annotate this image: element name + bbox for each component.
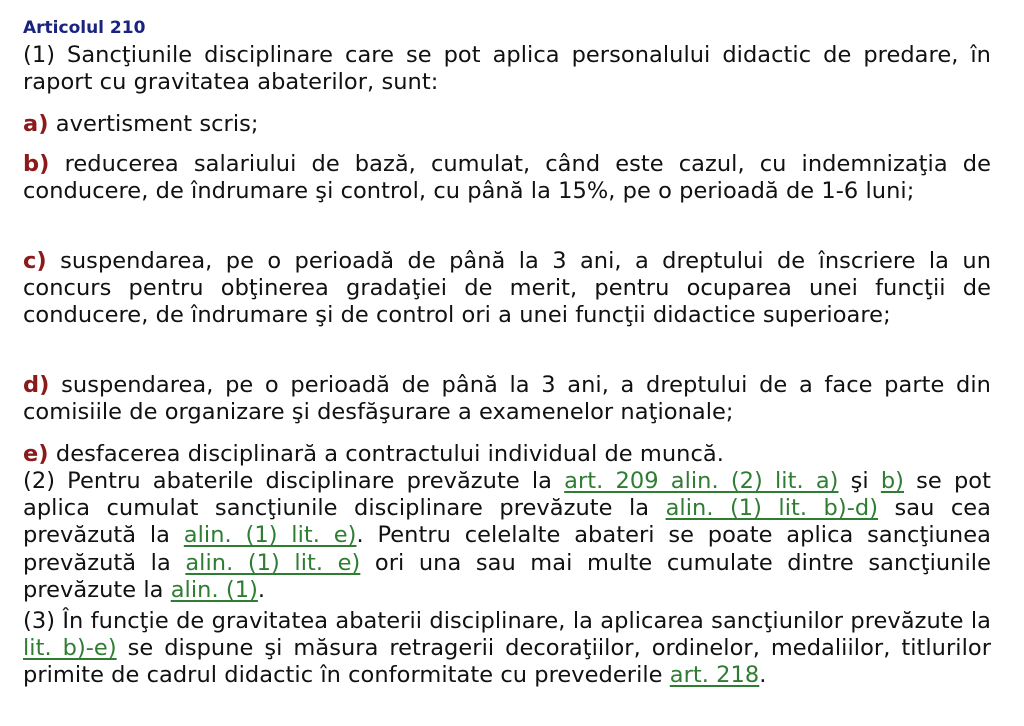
item-c-label: c) bbox=[23, 248, 47, 274]
item-a bbox=[23, 111, 991, 138]
link-alin-1-lit-e-second[interactable]: alin. (1) lit. e) bbox=[185, 549, 361, 576]
item-d bbox=[23, 372, 991, 426]
par2-text-6: ori una sau mai multe cumulate dintre sancţiunile prevăzute la bbox=[23, 549, 991, 603]
item-b-label: b) bbox=[23, 151, 50, 177]
item-e-label: e) bbox=[23, 441, 49, 467]
link-alin-1[interactable]: alin. (1) bbox=[170, 576, 258, 603]
par2-text-5: . Pentru celelalte abateri se poate aplica sancţiunea prevăzută la bbox=[23, 522, 991, 576]
item-a-text: avertisment scris; bbox=[48, 111, 259, 137]
item-e bbox=[23, 441, 991, 468]
item-c-text: suspendarea, pe o perioadă de până la 3 ani, a dreptului de înscriere la un concurs pentru obţinerea gradaţiei de merit, pentru ocuparea unei funcţii de conducere, de îndrumare şi de control ori a unei funcţii didactice superioare; bbox=[23, 248, 991, 329]
link-lit-b[interactable]: b) bbox=[880, 468, 905, 494]
link-alin-1-lit-b-d[interactable]: alin. (1) lit. b)-d) bbox=[665, 495, 879, 522]
item-e-text: desfacerea disciplinară a contractului individual de muncă. bbox=[48, 441, 724, 467]
item-b bbox=[23, 151, 991, 205]
par2-text-1: (2) Pentru abaterile disciplinare prevăzute la bbox=[23, 468, 565, 494]
item-b-text: reducerea salariului de bază, cumulat, când este cazul, cu indemnizaţia de conducere, de îndrumare şi control, cu până la 15%, pe o perioadă de 1-6 luni; bbox=[23, 151, 991, 205]
par3-text-3: . bbox=[759, 662, 767, 689]
par2-text-4: sau cea prevăzută la bbox=[23, 495, 991, 549]
par2-text-2: şi bbox=[838, 468, 881, 494]
par3-text-2: se dispune şi măsura retragerii decoraţiilor, ordinelor, medaliilor, titlurilor primite de cadrul didactic în conformitate cu prevederile bbox=[23, 635, 991, 689]
item-c bbox=[23, 248, 991, 330]
paragraph-1: (1) Sancţiunile disciplinare care se pot aplica personalului didactic de predare, în raport cu gravitatea abaterilor, sunt: bbox=[23, 42, 991, 96]
item-d-text: suspendarea, pe o perioadă de până la 3 ani, a dreptului de a face parte din comisiile de organizare şi desfăşurare a examenelor naţionale; bbox=[23, 372, 991, 426]
item-d-label: d) bbox=[23, 372, 50, 398]
par3-text-1: (3) În funcţie de gravitatea abaterii disciplinare, la aplicarea sancţiunilor prevăzute la bbox=[23, 608, 991, 634]
item-a-label: a) bbox=[23, 111, 49, 137]
paragraph-3 bbox=[23, 608, 991, 690]
paragraph-2 bbox=[23, 468, 991, 604]
article-title: Articolul 210 bbox=[23, 18, 146, 38]
link-lit-b-e[interactable]: lit. b)-e) bbox=[23, 635, 117, 662]
link-art-209[interactable]: art. 209 alin. (2) lit. a) bbox=[564, 468, 839, 494]
par2-text-3: se pot aplica cumulat sancţiunile disciplinare prevăzute la bbox=[23, 468, 991, 522]
link-art-218[interactable]: art. 218 bbox=[669, 662, 760, 689]
link-alin-1-lit-e-first[interactable]: alin. (1) lit. e) bbox=[183, 522, 357, 549]
par2-text-7: . bbox=[257, 576, 266, 603]
